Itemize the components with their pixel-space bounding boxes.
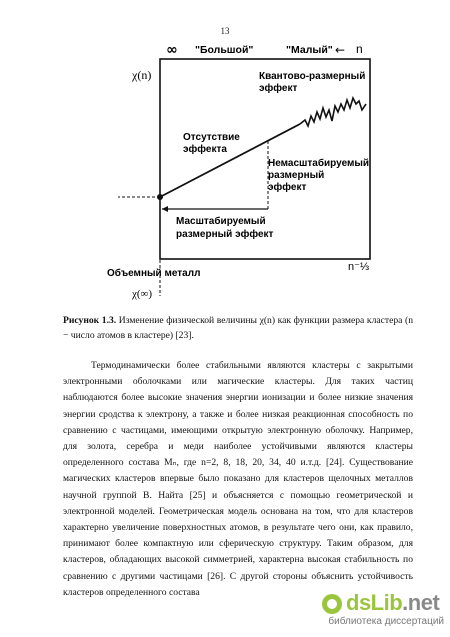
label-absence-1: Отсутствие <box>183 132 240 143</box>
label-quantum-2: эффект <box>259 83 298 94</box>
label-scalable-1: Масштабируемый <box>176 216 266 227</box>
page-number: 13 <box>220 26 230 36</box>
watermark-subtitle: библиотека диссертаций <box>328 616 444 627</box>
label-nonscalable-3: эффект <box>268 182 307 193</box>
label-n-inverse: n⁻⅓ <box>348 261 370 273</box>
caption-text: Изменение физической величины χ(n) как функции размера кластера (n − число атомов в кластере) [23]. <box>63 315 413 341</box>
body-text <box>63 358 413 601</box>
label-bulk-metal: Объемный металл <box>107 268 201 279</box>
label-chi-infinity: χ(∞) <box>132 288 153 300</box>
label-bolshoy: "Большой" <box>195 44 254 56</box>
watermark <box>316 590 444 630</box>
arrowhead-scalable-icon <box>162 206 168 212</box>
label-scalable-2: размерный эффект <box>176 229 274 240</box>
label-nonscalable-1: Немасштабируемый <box>268 158 370 169</box>
label-maly: "Малый" <box>286 44 333 56</box>
label-n-top: n <box>356 42 363 56</box>
figure-chi-vs-size <box>0 0 450 310</box>
label-nonscalable-2: размерный <box>268 170 325 181</box>
watermark-logo <box>346 590 439 616</box>
dslib-logo-icon <box>322 594 342 614</box>
caption-label: Рисунок 1.3. <box>63 315 117 326</box>
figure-caption <box>63 314 413 343</box>
arrow-left-icon: ← <box>335 43 346 57</box>
label-infinity: ∞ <box>166 42 178 58</box>
watermark-logo-tld: .net <box>402 590 440 615</box>
curve-quantum-noise <box>300 98 366 126</box>
label-quantum-1: Квантово-размерный <box>259 71 366 82</box>
watermark-logo-main: dsLib <box>346 590 403 615</box>
paragraph: Термодинамически более стабильными являются кластеры с закрытыми электронными оболочками или магические кластеры. Для таких частиц наблюдаются более высокие значения энергии ионизации и более низкие значения энергии сродства к электрону, а также и более низкая реакционная способность по сравнению с частицами, имеющими открытую электронную оболочку. Например, для золота, серебра и меди наиболее устойчивыми являются кластеры определенного состава Mₙ, где n=2, 8, 18, 20, 34, 40 и.т.д. [24]. Существование магических кластеров впервые было показано для кластеров щелочных металлов научной группой В. Найта [25] и объясняется с помощью геометрической и электронной моделей. Геометрическая модель основана на том, что для кластеров характерно увеличение поверхностных атомов, в результате чего они, как правило, принимают более компактную или сферическую структуру. Таким образом, для кластеров, обладающих высокой симметрией, характерна высокая стабильность по сравнению с другими частицами [26]. С другой стороны объяснить устойчивость кластеров определенного состава <box>63 360 413 598</box>
label-absence-2: эффекта <box>183 144 227 155</box>
y-axis-label: χ(n) <box>132 68 152 82</box>
